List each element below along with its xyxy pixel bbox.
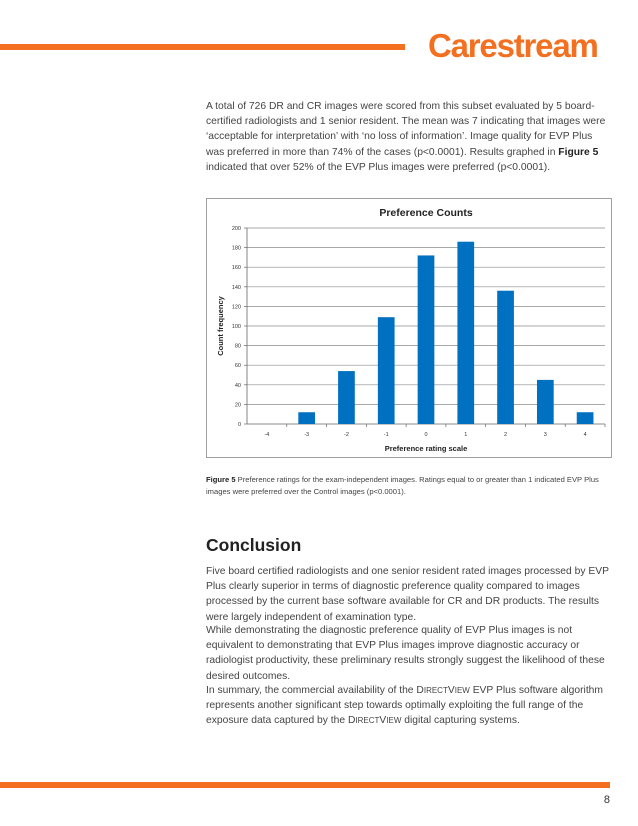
directview-brand: DIRECTVIEW	[347, 715, 402, 727]
conclusion-paragraph-1: Five board certified radiologists and one senior resident rated images processed by EVP Plus clearly superior in terms of diagnostic preference quality compared to images processed by the current base software available for CR and DR products. The results were largely independent of examination type.	[206, 566, 609, 623]
y-tick-label: 100	[231, 324, 241, 330]
conclusion-heading: Conclusion	[206, 535, 302, 555]
bar	[418, 255, 435, 424]
chart-canvas	[207, 199, 611, 457]
figure-reference: Figure 5	[558, 146, 599, 158]
x-tick-label: 0	[424, 432, 428, 438]
bar	[537, 380, 554, 424]
x-axis-label: Preference rating scale	[384, 444, 468, 453]
figure-caption: Figure 5 Preference ratings for the exam-independent images. Ratings equal to or greater than 1 indicated EVP Plus images were preferred over the Control images (p<0.0001).	[206, 475, 599, 496]
bar	[338, 371, 355, 424]
conclusion-paragraph-2: While demonstrating the diagnostic preference quality of EVP Plus images is not equivalent to demonstrating that EVP Plus images improve diagnostic accuracy or radiologist productivity, these preliminary results strongly suggest the likelihood of these desired outcomes.	[206, 625, 605, 682]
footer-rule	[0, 782, 610, 788]
y-tick-label: 160	[231, 265, 241, 272]
intro-paragraph: A total of 726 DR and CR images were scored from this subset evaluated by 5 board-certified radiologists and 1 senior resident. The mean was 7 indicating that images were ‘acceptable for interpretation’ with ‘no loss of information’. Image quality for EVP Plus was preferred in more than 74% of the cases (p<0.0001). Results graphed in Figure 5 indicated that over 52% of the EVP Plus images were preferred (p<0.0001).	[206, 101, 606, 173]
bar	[298, 412, 315, 424]
bar	[497, 291, 514, 424]
y-tick-label: 0	[237, 422, 241, 428]
y-tick-label: 80	[234, 343, 241, 350]
y-tick-label: 20	[234, 402, 241, 409]
y-axis-label: Count frequency	[216, 296, 225, 356]
preference-counts-chart	[206, 198, 612, 458]
y-tick-label: 60	[234, 363, 241, 370]
directview-brand: DIRECTVIEW	[416, 685, 470, 696]
figure-label: Figure 5	[206, 475, 236, 484]
y-tick-label: 120	[231, 304, 241, 311]
x-tick-label: 3	[543, 432, 547, 438]
y-tick-label: 40	[234, 382, 241, 389]
x-tick-label: -4	[264, 432, 270, 438]
x-tick-label: 2	[504, 432, 508, 438]
y-tick-label: 180	[231, 245, 241, 252]
x-tick-label: -2	[343, 432, 349, 438]
bar	[457, 242, 474, 424]
carestream-logo: Carestream	[428, 27, 598, 64]
y-tick-label: 140	[231, 284, 241, 291]
x-tick-label: 1	[464, 432, 468, 438]
chart-title: Preference Counts	[379, 207, 473, 219]
bar	[577, 412, 594, 424]
y-tick-label: 200	[231, 226, 241, 232]
page-number: 8	[603, 794, 610, 806]
header-rule	[0, 44, 405, 50]
x-tick-label: -1	[383, 432, 389, 438]
x-tick-label: -3	[304, 432, 310, 438]
conclusion-paragraph-3: In summary, the commercial availability of the DIRECTVIEW EVP Plus software algorithm represents another significant step towards optimally exploiting the full range of the exposure data captured by the DIRECTVIEW digital capturing systems.	[206, 685, 603, 727]
x-tick-label: 4	[583, 432, 587, 438]
bar	[378, 317, 395, 424]
